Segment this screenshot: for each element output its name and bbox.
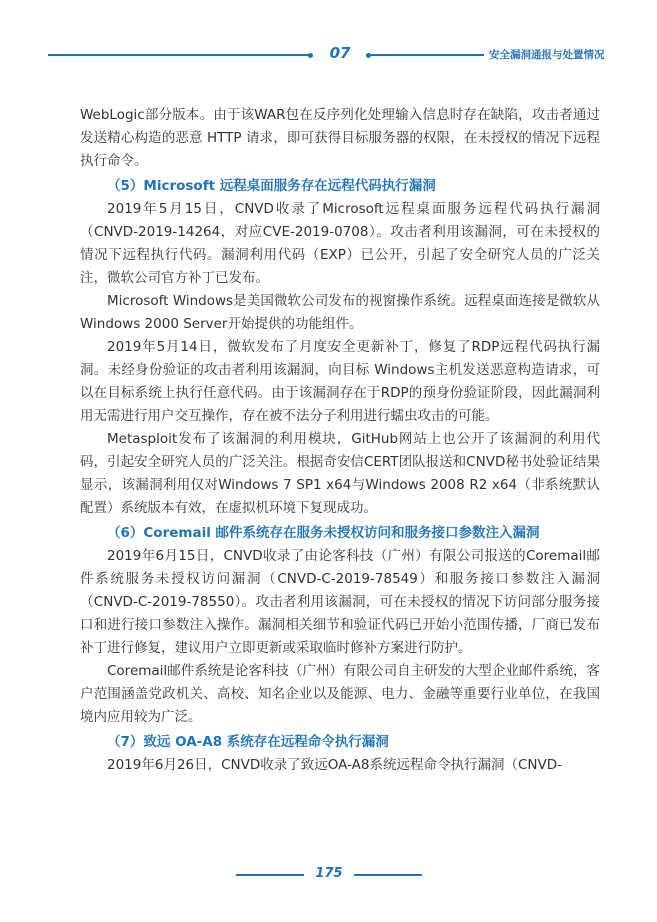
page-footer [0, 866, 657, 886]
paragraph: 2019年6月26日，CNVD收录了致远OA-A8系统远程命令执行漏洞（CNVD- [107, 757, 563, 773]
paragraph: Coremail邮件系统是论客科技（广州）有限公司自主研发的大型企业邮件系统，客户范围涵盖党政机关、高校、知名企业以及能源、电力、金融等重要行业单位，在我国境内应用较为广泛。 [80, 663, 600, 725]
paragraph-weblogic-continued: WebLogic部分版本。由于该WAR包在反序列化处理输入信息时存在缺陷，攻击者通过发送精心构造的恶意 HTTP 请求，即可获得目标服务器的权限，在未授权的情况下远程执行命令。 [80, 107, 600, 169]
heading-seeyon-oa: （7）致远 OA-A8 系统存在远程命令执行漏洞 [107, 734, 389, 750]
heading-coremail: （6）Coremail 邮件系统存在服务未授权访问和服务接口参数注入漏洞 [107, 525, 540, 541]
section-title: 安全漏洞通报与处置情况 [489, 49, 605, 61]
page-header [0, 44, 657, 68]
heading-microsoft-rdp: （5）Microsoft 远程桌面服务存在远程代码执行漏洞 [107, 178, 436, 194]
page-body [80, 104, 600, 777]
paragraph: 2019年5月14日，微软发布了月度安全更新补丁，修复了RDP远程代码执行漏洞。未经身份验证的攻击者利用该漏洞，向目标 Windows主机发送恶意构造请求，可以在目标系统上执行任意代码。由于该漏洞存在于RDP的预身份验证阶段，因此漏洞利用无需进行用户交互操作，存在被不法分子利用进行蠕虫攻击的可能。 [80, 339, 600, 424]
header-dot-left [308, 53, 313, 58]
header-rule-right [366, 54, 484, 56]
page-number: 175 [315, 866, 343, 881]
paragraph: 2019年6月15日，CNVD收录了由论客科技（广州）有限公司报送的Coremail邮件系统服务未授权访问漏洞（CNVD-C-2019-78549）和服务接口参数注入漏洞（CNVD-C-2019-78550）。攻击者利用该漏洞，可在未授权的情况下访问部分服务接口和进行接口参数注入操作。漏洞相关细节和验证代码已开始小范围传播，厂商已发布补丁进行修复，建议用户立即更新或采取临时修补方案进行防护。 [80, 548, 600, 656]
footer-rule-left [236, 874, 304, 876]
footer-rule-right [354, 874, 422, 876]
paragraph: Microsoft Windows是美国微软公司发布的视窗操作系统。远程桌面连接是微软从Windows 2000 Server开始提供的功能组件。 [80, 293, 600, 332]
paragraph: Metasploit发布了该漏洞的利用模块，GitHub网站上也公开了该漏洞的利用代码，引起安全研究人员的广泛关注。根据奇安信CERT团队报送和CNVD秘书处验证结果显示，该漏洞利用仅对Windows 7 SP1 x64与Windows 2008 R2 x64（非系统默认配置）系统版本有效，在虚拟机环境下复现成功。 [80, 431, 600, 516]
paragraph: 2019年5月15日，CNVD收录了Microsoft远程桌面服务远程代码执行漏洞（CNVD-2019-14264，对应CVE-2019-0708）。攻击者利用该漏洞，可在未授权的情况下远程执行代码。漏洞利用代码（EXP）已公开，引起了安全研究人员的广泛关注，微软公司官方补丁已发布。 [80, 201, 600, 286]
header-rule-left [48, 54, 310, 56]
chapter-number: 07 [329, 44, 351, 62]
